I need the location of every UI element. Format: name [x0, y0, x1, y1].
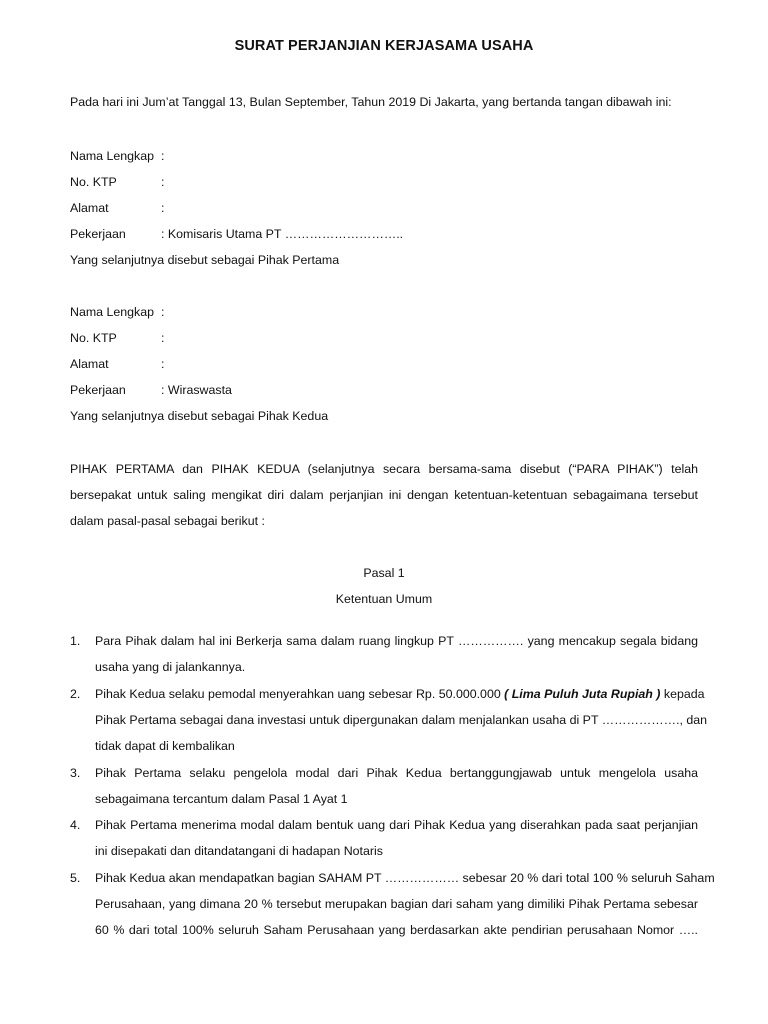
field-label: Alamat [70, 357, 109, 371]
list-item-line: Perusahaan, yang dimana 20 % tersebut merupakan bagian dari saham yang dimiliki Pihak Pertama sebesar [95, 897, 698, 911]
field-label: Pekerjaan [70, 383, 126, 397]
field-label: Alamat [70, 201, 109, 215]
field-value: : [161, 305, 165, 319]
list-item-line: Para Pihak dalam hal ini Berkerja sama dalam ruang lingkup PT ……………. yang mencakup segala bidang [95, 634, 698, 648]
field-value: : [161, 357, 165, 371]
document-title: SURAT PERJANJIAN KERJASAMA USAHA [234, 38, 534, 54]
party1-address-field [70, 201, 164, 215]
field-label: No. KTP [70, 331, 117, 345]
list-item-line [95, 687, 705, 701]
agreement-line: bersepakat untuk saling mengikat diri dalam perjanjian ini dengan ketentuan-ketentuan sebagaimana tersebut [70, 488, 698, 502]
party2-address-field [70, 357, 164, 371]
list-item-number: 5. [70, 871, 81, 885]
list-item-line: ini disepakati dan ditandatangani di hadapan Notaris [95, 844, 383, 858]
field-value: : [161, 331, 165, 345]
field-value: : [161, 149, 165, 163]
field-value: : [161, 201, 165, 215]
list-item-line: Pihak Kedua akan mendapatkan bagian SAHAM PT ……………… sebesar 20 % dari total 100 % seluruh Saham [95, 871, 715, 885]
party1-occupation-field [70, 227, 403, 241]
party2-name-field [70, 305, 164, 319]
party1-ktp-field [70, 175, 164, 189]
party1-name-field [70, 149, 164, 163]
list-item-line: tidak dapat di kembalikan [95, 739, 235, 753]
field-value: : Wiraswasta [161, 383, 232, 397]
list-item-line: Pihak Pertama sebagai dana investasi untuk dipergunakan dalam menjalankan usaha di PT ………………., dan [95, 713, 708, 727]
party2-designation: Yang selanjutnya disebut sebagai Pihak Kedua [70, 409, 329, 423]
field-label: No. KTP [70, 175, 117, 189]
list-item-line: usaha yang di jalankannya. [95, 660, 246, 674]
intro-paragraph: Pada hari ini Jum’at Tanggal 13, Bulan September, Tahun 2019 Di Jakarta, yang bertanda tangan dibawah ini: [70, 95, 672, 109]
item-text: kepada [660, 687, 705, 701]
amount-in-words: ( Lima Puluh Juta Rupiah ) [504, 687, 661, 701]
list-item-line: Pihak Pertama menerima modal dalam bentuk uang dari Pihak Kedua yang diserahkan pada saat perjanjian [95, 818, 698, 832]
list-item-line: 60 % dari total 100% seluruh Saham Perusahaan yang berdasarkan akte pendirian perusahaan Nomor ….. [95, 923, 698, 937]
field-label: Pekerjaan [70, 227, 126, 241]
pasal-subheading: Ketentuan Umum [335, 592, 433, 606]
item-text: Pihak Kedua selaku pemodal menyerahkan uang sebesar Rp. 50.000.000 [95, 687, 505, 701]
list-item-number: 4. [70, 818, 81, 832]
field-label: Nama Lengkap [70, 149, 155, 163]
list-item-line: sebagaimana tercantum dalam Pasal 1 Ayat 1 [95, 792, 348, 806]
field-value: : [161, 175, 165, 189]
list-item-number: 1. [70, 634, 81, 648]
agreement-line: PIHAK PERTAMA dan PIHAK KEDUA (selanjutnya secara bersama-sama disebut (“PARA PIHAK”) telah [70, 462, 698, 476]
field-value: : Komisaris Utama PT ……………………….. [161, 227, 404, 241]
list-item-number: 2. [70, 687, 81, 701]
party2-occupation-field [70, 383, 232, 397]
party2-ktp-field [70, 331, 164, 345]
agreement-line: dalam pasal-pasal sebagai berikut : [70, 514, 265, 528]
field-label: Nama Lengkap [70, 305, 155, 319]
list-item-number: 3. [70, 766, 81, 780]
list-item-line: Pihak Pertama selaku pengelola modal dari Pihak Kedua bertanggungjawab untuk mengelola usaha [95, 766, 698, 780]
pasal-heading: Pasal 1 [363, 566, 405, 580]
party1-designation: Yang selanjutnya disebut sebagai Pihak Pertama [70, 253, 340, 267]
